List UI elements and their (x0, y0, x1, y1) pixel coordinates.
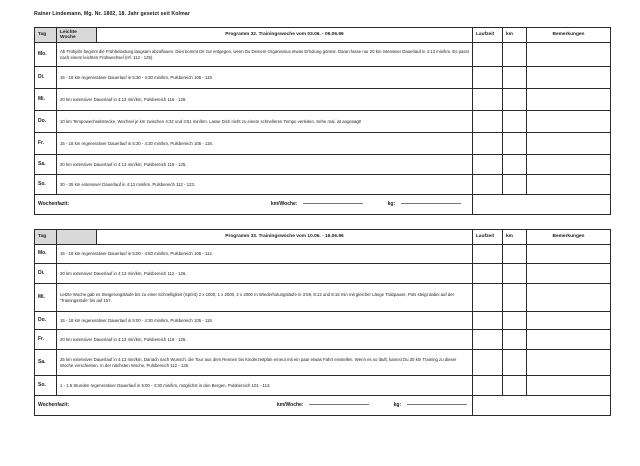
table-row (35, 264, 611, 284)
day-label: Do. (35, 312, 57, 330)
training-description: Letzte Woche gab es Steigerungsläufe bis zu einer Schnelligkeit (Sprint) 2 x 1000, 1 x 2000, 2 x 2000 m Wiederholungsläufe in 3:59, 8:12 und 8:15 min mit gleicher Länge Trabpause, Puls steigt dabei auf der 'Trainingsstufe' bis auf 157. (57, 284, 473, 312)
km-cell[interactable] (503, 67, 527, 89)
col-day-header: Tag (35, 230, 57, 245)
table-row (35, 133, 611, 155)
table-row (35, 43, 611, 67)
notes-cell[interactable] (527, 264, 611, 284)
notes-cell[interactable] (527, 133, 611, 155)
notes-cell[interactable] (527, 111, 611, 133)
weekly-summary-label: Wochenfazit: (35, 396, 97, 416)
training-description: 30 - 35 km extensiver Dauerlauf in 4:13 min/km, Pulsbereich 112 - 123. (57, 175, 473, 195)
table-row (35, 312, 611, 330)
training-description: 10 km Tempowechselstrecke, Wechsel je km zwischen 4:32 und 3:51 min/km. Lasse Dich nicht zu einem schnelleren Tempo verleiten. Sehe mal, ist angesagt! (57, 111, 473, 133)
table-row (35, 89, 611, 111)
col-distance-header: Laufzeit (473, 28, 503, 43)
training-description: 20 km extensiver Dauerlauf in 4:13 min/km, Pulsbereich 116 - 129. (57, 89, 473, 111)
notes-cell[interactable] (527, 312, 611, 330)
col-km-header: km (503, 28, 527, 43)
day-label: Mi. (35, 284, 57, 312)
week-32-lead: Leichte Woche (57, 28, 97, 43)
distance-cell[interactable] (473, 245, 503, 264)
col-notes-header: Bemerkungen (527, 230, 611, 245)
table-row (35, 67, 611, 89)
day-label: Sa. (35, 155, 57, 175)
week-32-table (34, 27, 611, 215)
weight-label: kg: (393, 401, 402, 408)
notes-cell[interactable] (527, 67, 611, 89)
notes-cell[interactable] (527, 175, 611, 195)
km-cell[interactable] (503, 155, 527, 175)
col-notes-header: Bemerkungen (527, 28, 611, 43)
weekly-km-field[interactable] (309, 404, 369, 405)
table-row (35, 376, 611, 396)
day-label: Di. (35, 67, 57, 89)
day-label: Mi. (35, 89, 57, 111)
table-row (35, 284, 611, 312)
table-row (35, 111, 611, 133)
km-cell[interactable] (503, 175, 527, 195)
distance-cell[interactable] (473, 43, 503, 67)
notes-cell[interactable] (527, 89, 611, 111)
km-cell[interactable] (503, 264, 527, 284)
table-row (35, 245, 611, 264)
distance-cell[interactable] (473, 67, 503, 89)
weekly-km-label: km/Woche: (270, 200, 298, 207)
distance-cell[interactable] (473, 350, 503, 376)
weight-field[interactable] (407, 404, 467, 405)
document-header: Rainer Lindemann, Mg. Nr. 1802, 18. Jahr gesetzt seit Kolmar (34, 11, 190, 17)
notes-cell[interactable] (527, 155, 611, 175)
km-cell[interactable] (503, 284, 527, 312)
day-label: Sa. (35, 350, 57, 376)
col-distance-header: Laufzeit (473, 230, 503, 245)
training-description: 20 km extensiver Dauerlauf in 4:13 min/km, Pulsbereich 112 - 126. (57, 264, 473, 284)
summary-fields (97, 396, 473, 416)
training-description: 15 - 18 km regenerativer Dauerlauf in 5:30 - 4:30 min/km, Pulsbereich 105 - 119. (57, 133, 473, 155)
day-label: Fr. (35, 133, 57, 155)
km-cell[interactable] (503, 312, 527, 330)
day-label: Di. (35, 264, 57, 284)
day-label: Mo. (35, 43, 57, 67)
table-row (35, 350, 611, 376)
distance-cell[interactable] (473, 312, 503, 330)
day-label: So. (35, 376, 57, 396)
training-description: 15 - 18 km regenerativer Dauerlauf in 5:00 - 4:30 min/km, Pulsbereich 105 - 119. (57, 312, 473, 330)
notes-cell[interactable] (527, 376, 611, 396)
km-cell[interactable] (503, 133, 527, 155)
week-33-lead (57, 230, 97, 245)
table-row (35, 175, 611, 195)
km-cell[interactable] (503, 330, 527, 350)
notes-cell[interactable] (527, 284, 611, 312)
table-row (35, 155, 611, 175)
weekly-km-field[interactable] (303, 203, 363, 204)
weekly-summary-label: Wochenfazit: (35, 195, 97, 215)
training-description: 20 km extensiver Dauerlauf in 4:13 min/km, Pulsbereich 119 - 125. (57, 330, 473, 350)
distance-cell[interactable] (473, 175, 503, 195)
week-33-summary-row (35, 396, 611, 416)
weight-field[interactable] (401, 203, 461, 204)
km-cell[interactable] (503, 89, 527, 111)
notes-cell[interactable] (527, 245, 611, 264)
day-label: Fr. (35, 330, 57, 350)
distance-cell[interactable] (473, 89, 503, 111)
week-32-title: Programm 32. Trainingswoche vom 03.06. - 09.06.96 (97, 28, 473, 43)
training-description: Ab Frühjahr beginnt die Frühbelastung langsam abzuflauen. Dies kommt Dir zur entgegen, wenn Du Deinem Organismus etwas Erholung gönnst. Daran fasse nur 20 km intensiver Dauerlauf in 4:13 min/km. Es passt nach einem leichten Frühwechsel (Hf. 113 - 125). (57, 43, 473, 67)
km-cell[interactable] (503, 376, 527, 396)
distance-cell[interactable] (473, 155, 503, 175)
col-km-header: km (503, 230, 527, 245)
distance-cell[interactable] (473, 284, 503, 312)
week-33-header-row (35, 230, 611, 245)
summary-remaining[interactable] (473, 195, 611, 215)
day-label: Do. (35, 111, 57, 133)
training-description: 20 km extensiver Dauerlauf in 4:13 min/km, Pulsbereich 119 - 125. (57, 155, 473, 175)
training-description: 15 - 18 km regenerativer Dauerlauf in 5:30 - 4:30 min/km, Pulsbereich 105 - 119. (57, 67, 473, 89)
notes-cell[interactable] (527, 43, 611, 67)
km-cell[interactable] (503, 350, 527, 376)
notes-cell[interactable] (527, 350, 611, 376)
km-cell[interactable] (503, 245, 527, 264)
notes-cell[interactable] (527, 330, 611, 350)
training-description: 15 - 18 km regenerativer Dauerlauf in 5:00 - 4:50 min/km, Pulsbereich 105 - 112. (57, 245, 473, 264)
training-description: 1 - 1.5 Stunden regenerativer Dauerlauf in 5:00 - 4:30 min/km, möglichst in den Bergen, Pulsbereich 101 - 113. (57, 376, 473, 396)
week-32-header-row (35, 28, 611, 43)
distance-cell[interactable] (473, 376, 503, 396)
week-32-summary-row (35, 195, 611, 215)
training-description: 25 km extensiver Dauerlauf in 4:13 min/km. Danach nach Wunsch, die Tour aus dem Rennen bis Kinderzeitplan erneut mit ein paar etwas Fahrt einstellen. Wenn es so läuft, kannst Du 30 km Training zu dieser Woche verschieben. In der nächsten Woche, Pulsbereich 112 - 125. (57, 350, 473, 376)
distance-cell[interactable] (473, 133, 503, 155)
table-row (35, 330, 611, 350)
day-label: So. (35, 175, 57, 195)
km-cell[interactable] (503, 43, 527, 67)
weight-label: kg: (387, 200, 396, 207)
km-cell[interactable] (503, 111, 527, 133)
weekly-km-label: km/Woche: (276, 401, 304, 408)
week-33-table (34, 229, 611, 416)
distance-cell[interactable] (473, 330, 503, 350)
distance-cell[interactable] (473, 111, 503, 133)
col-day-header: Tag (35, 28, 57, 43)
summary-fields (97, 195, 473, 215)
summary-remaining[interactable] (473, 396, 611, 416)
week-33-title: Programm 33. Trainingswoche vom 10.06. - 16.06.96 (97, 230, 473, 245)
day-label: Mo. (35, 245, 57, 264)
distance-cell[interactable] (473, 264, 503, 284)
